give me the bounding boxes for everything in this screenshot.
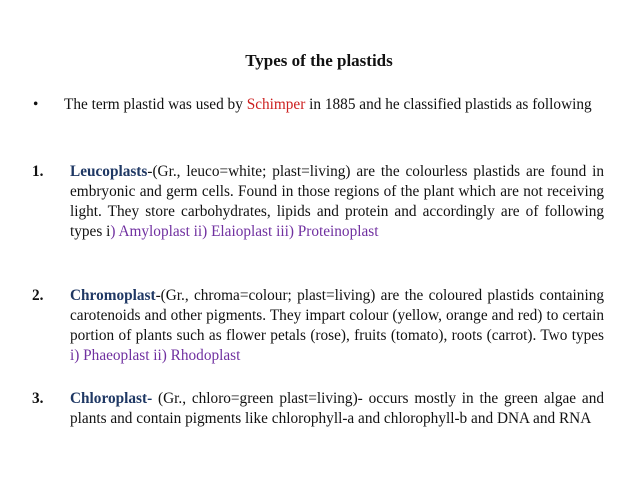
intro-text-after: in 1885 and he classified plastids as following: [305, 96, 592, 113]
item-number: 3.: [32, 390, 44, 407]
list-item-chromoplast: [32, 286, 604, 366]
bullet-mark: •: [33, 96, 39, 113]
item-text: (Gr., chloro=green plast=living)- occurs mostly in the green algae and plants and contain pigments like chlorophyll-a and chlorophyll-b and DNA and RNA: [70, 390, 604, 427]
list-item-chloroplast: [32, 389, 604, 429]
item-types: ) Amyloplast ii) Elaioplast iii) Proteinoplast: [110, 223, 379, 240]
item-term: Leucoplasts: [70, 163, 148, 180]
item-body: [70, 162, 604, 242]
item-text: -(Gr., leuco=white; plast=living) are the colourless plastids are found in embryonic and germ cells. Found in those regions of the plant which are not receiving light. They store carbohydrates, lipids and protein and accordingly are of following types i: [70, 163, 604, 240]
item-body: [70, 389, 604, 429]
item-body: [70, 286, 604, 366]
scientist-name: Schimper: [246, 96, 306, 113]
item-text: -(Gr., chroma=colour; plast=living) are the coloured plastids containing carotenoids and other pigments. They impart colour (yellow, orange and red) to certain portion of plants such as flower petals (rose), fruits (tomato), roots (carrot). Two types: [70, 287, 604, 344]
item-term: Chromoplast: [70, 287, 156, 304]
intro-text: [64, 95, 608, 115]
item-number: 2.: [32, 287, 44, 304]
intro-bullet: [33, 95, 608, 115]
item-types: i) Phaeoplast ii) Rhodoplast: [70, 347, 241, 364]
item-term: Chloroplast-: [70, 390, 153, 407]
item-number: 1.: [32, 163, 44, 180]
page-title: Types of the plastids: [245, 51, 393, 70]
list-item-leucoplasts: [32, 162, 604, 242]
intro-text-before: The term plastid was used by: [64, 96, 247, 113]
